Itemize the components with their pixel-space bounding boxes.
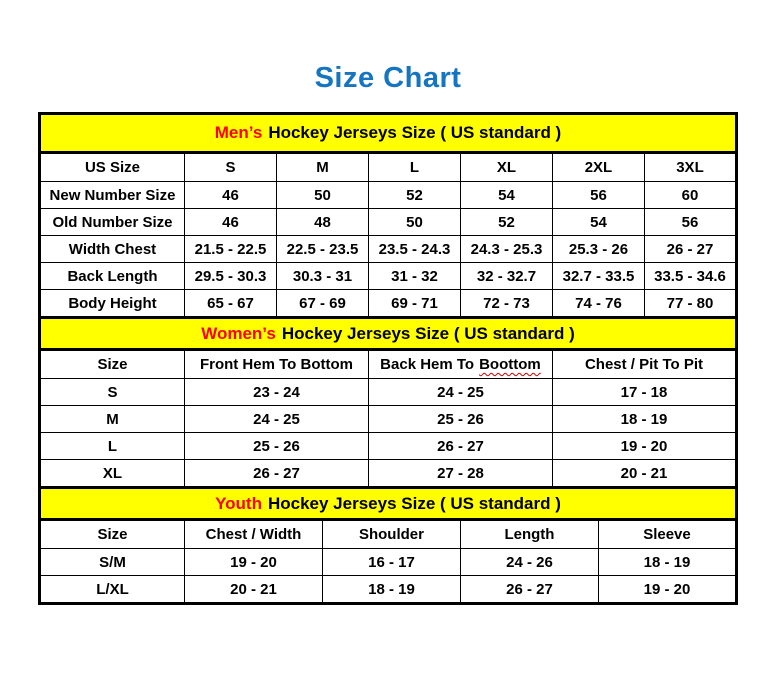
womens-banner-row [40,318,737,350]
back-hem-misspelled-word: Boottom [479,356,541,373]
column-header: Chest / Width [184,520,322,549]
column-header: Shoulder [322,520,460,549]
tables-container [38,112,738,605]
table-row [40,263,737,290]
column-header: 2XL [552,153,644,182]
table-cell: 18 - 19 [598,549,736,576]
table-cell: 48 [276,209,368,236]
womens-section-banner [40,318,737,350]
column-header: Chest / Pit To Pit [552,350,736,379]
table-row [40,460,737,488]
table-cell: 22.5 - 23.5 [276,236,368,263]
table-cell: 67 - 69 [276,290,368,318]
table-cell: 31 - 32 [368,263,460,290]
column-header: Sleeve [598,520,736,549]
page-title: Size Chart [314,62,462,94]
table-cell: 32.7 - 33.5 [552,263,644,290]
table-cell: 33.5 - 34.6 [644,263,736,290]
table-cell: 50 [276,182,368,209]
table-cell: 46 [184,182,276,209]
column-header: Size [40,520,185,549]
table-cell: 52 [460,209,552,236]
table-row [40,182,737,209]
youth-section-banner [40,488,737,520]
table-cell: 19 - 20 [184,549,322,576]
column-header: L [368,153,460,182]
row-label: Body Height [40,290,185,318]
table-cell: 18 - 19 [322,576,460,604]
table-cell: 25 - 26 [368,406,552,433]
table-row [40,209,737,236]
table-row [40,433,737,460]
row-label: XL [40,460,185,488]
womens-header-row [40,350,737,379]
mens-banner-text: Hockey Jerseys Size ( US standard ) [268,123,562,142]
table-cell: 32 - 32.7 [460,263,552,290]
womens-banner-text: Hockey Jerseys Size ( US standard ) [281,323,575,343]
row-label: S/M [40,549,185,576]
table-cell: 19 - 20 [598,576,736,604]
table-cell: 54 [460,182,552,209]
row-label: New Number Size [40,182,185,209]
womens-banner-highlight: Women’s [201,323,276,343]
table-cell: 60 [644,182,736,209]
table-cell: 26 - 27 [368,433,552,460]
table-cell: 46 [184,209,276,236]
table-cell: 20 - 21 [552,460,736,488]
table-cell: 25.3 - 26 [552,236,644,263]
table-cell: 69 - 71 [368,290,460,318]
table-cell: 26 - 27 [460,576,598,604]
youth-banner-text: Hockey Jerseys Size ( US standard ) [267,493,561,513]
table-row [40,236,737,263]
table-row [40,576,737,604]
table-cell: 25 - 26 [184,433,368,460]
back-hem-prefix: Back Hem To [380,356,475,373]
table-cell: 26 - 27 [184,460,368,488]
table-cell: 18 - 19 [552,406,736,433]
table-cell: 17 - 18 [552,379,736,406]
row-label: S [40,379,185,406]
youth-banner-highlight: Youth [215,493,262,513]
mens-section-banner [40,114,737,153]
column-header: Size [40,350,185,379]
youth-size-table [38,486,738,605]
row-label: Back Length [40,263,185,290]
row-label: Old Number Size [40,209,185,236]
youth-banner-row [40,488,737,520]
row-label: Width Chest [40,236,185,263]
mens-size-table [38,112,738,319]
column-header: XL [460,153,552,182]
table-cell: 24 - 26 [460,549,598,576]
table-cell: 56 [644,209,736,236]
table-cell: 72 - 73 [460,290,552,318]
table-cell: 16 - 17 [322,549,460,576]
column-header: US Size [40,153,185,182]
table-cell: 24 - 25 [184,406,368,433]
table-row [40,290,737,318]
mens-header-row [40,153,737,182]
mens-banner-row [40,114,737,153]
table-cell: 52 [368,182,460,209]
table-cell: 20 - 21 [184,576,322,604]
column-header-back-hem [368,350,552,379]
column-header: S [184,153,276,182]
table-cell: 26 - 27 [644,236,736,263]
table-cell: 23 - 24 [184,379,368,406]
table-row [40,406,737,433]
table-cell: 24 - 25 [368,379,552,406]
row-label: L [40,433,185,460]
table-row [40,549,737,576]
table-cell: 74 - 76 [552,290,644,318]
table-cell: 77 - 80 [644,290,736,318]
column-header: 3XL [644,153,736,182]
table-cell: 23.5 - 24.3 [368,236,460,263]
row-label: L/XL [40,576,185,604]
table-cell: 27 - 28 [368,460,552,488]
column-header: Length [460,520,598,549]
table-cell: 29.5 - 30.3 [184,263,276,290]
table-cell: 30.3 - 31 [276,263,368,290]
table-cell: 56 [552,182,644,209]
youth-header-row [40,520,737,549]
table-row [40,379,737,406]
table-cell: 21.5 - 22.5 [184,236,276,263]
column-header: M [276,153,368,182]
row-label: M [40,406,185,433]
table-cell: 24.3 - 25.3 [460,236,552,263]
table-cell: 50 [368,209,460,236]
womens-size-table [38,316,738,489]
column-header: Front Hem To Bottom [184,350,368,379]
table-cell: 54 [552,209,644,236]
table-cell: 65 - 67 [184,290,276,318]
mens-banner-highlight: Men’s [214,123,263,142]
table-cell: 19 - 20 [552,433,736,460]
